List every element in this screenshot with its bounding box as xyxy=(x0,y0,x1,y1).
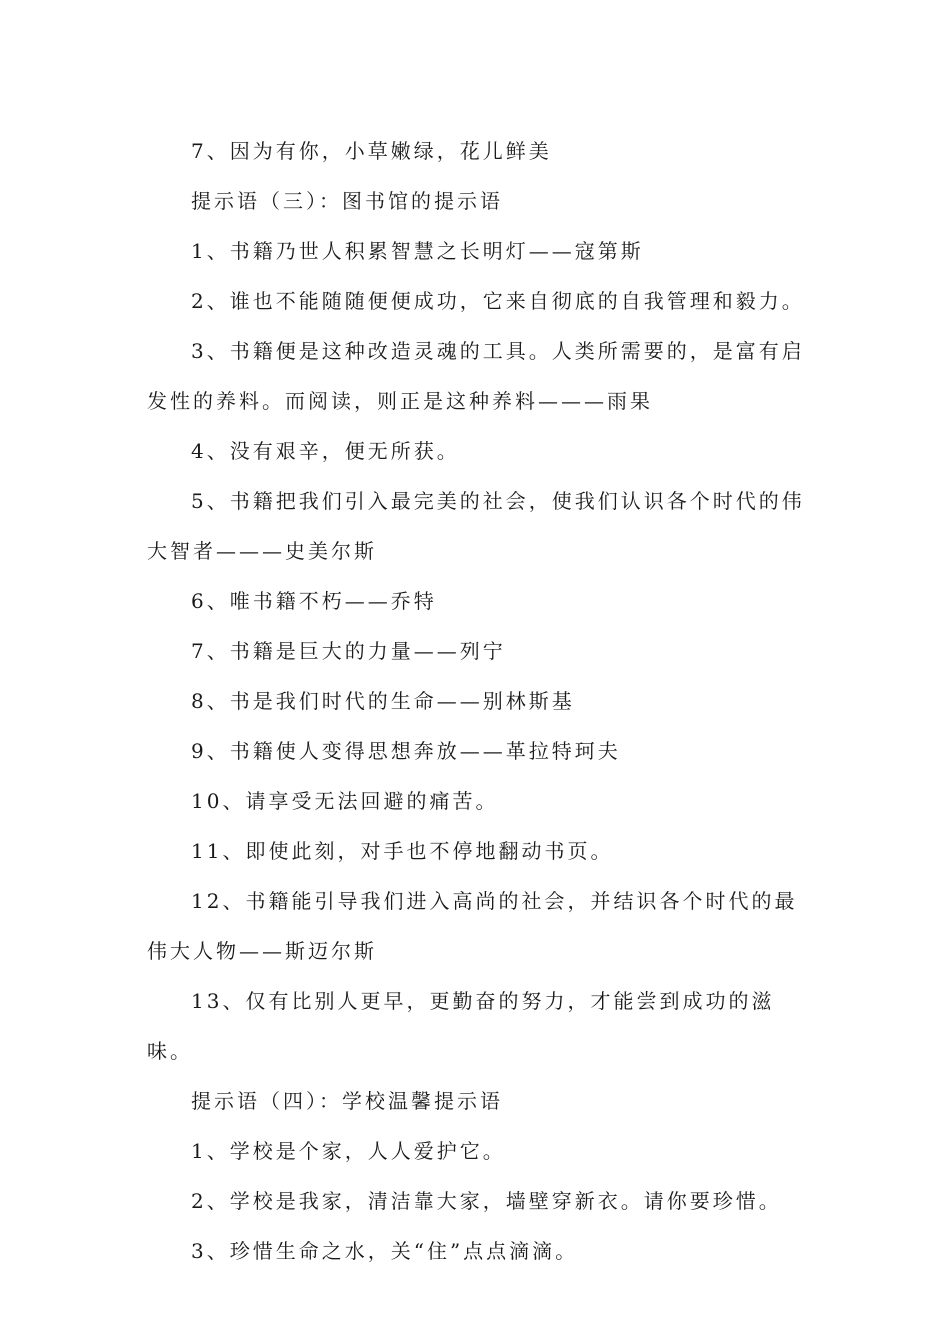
paragraph-item-7: 7、书籍是巨大的力量——列宁 xyxy=(191,639,506,663)
paragraph-item-8: 8、书是我们时代的生命——别林斯基 xyxy=(191,689,575,713)
paragraph-item-13: 13、仅有比别人更早，更勤奋的努力，才能尝到成功的滋味。 xyxy=(147,989,775,1063)
paragraph-item-3: 3、书籍便是这种改造灵魂的工具。人类所需要的，是富有启发性的养料。而阅读，则正是这种养料———雨果 xyxy=(147,339,805,413)
paragraph-item-10: 10、请享受无法回避的痛苦。 xyxy=(191,789,499,813)
paragraph-item-1: 1、书籍乃世人积累智慧之长明灯——寇第斯 xyxy=(191,239,644,263)
document-body xyxy=(147,126,807,1276)
paragraph-school-2: 2、学校是我家，清洁靠大家，墙壁穿新衣。请你要珍惜。 xyxy=(191,1189,782,1213)
paragraph-item-2: 2、谁也不能随随便便成功，它来自彻底的自我管理和毅力。 xyxy=(191,289,805,313)
paragraph-item-9: 9、书籍使人变得思想奔放——革拉特珂夫 xyxy=(191,739,621,763)
paragraph-item-11: 11、即使此刻，对手也不停地翻动书页。 xyxy=(191,839,614,863)
paragraph-item-4: 4、没有艰辛，便无所获。 xyxy=(191,439,460,463)
paragraph-school-1: 1、学校是个家，人人爱护它。 xyxy=(191,1139,506,1163)
paragraph-item-6: 6、唯书籍不朽——乔特 xyxy=(191,589,437,613)
paragraph-school-3: 3、珍惜生命之水，关“住”点点滴滴。 xyxy=(191,1239,579,1263)
paragraph-item-7-grass: 7、因为有你，小草嫩绿，花儿鲜美 xyxy=(191,139,552,163)
section-heading-school: 提示语（四）：学校温馨提示语 xyxy=(191,1089,503,1113)
paragraph-item-12: 12、书籍能引导我们进入高尚的社会，并结识各个时代的最伟大人物——斯迈尔斯 xyxy=(147,889,798,963)
paragraph-item-5: 5、书籍把我们引入最完美的社会，使我们认识各个时代的伟大智者———史美尔斯 xyxy=(147,489,805,563)
section-heading-library: 提示语（三）：图书馆的提示语 xyxy=(191,189,503,213)
